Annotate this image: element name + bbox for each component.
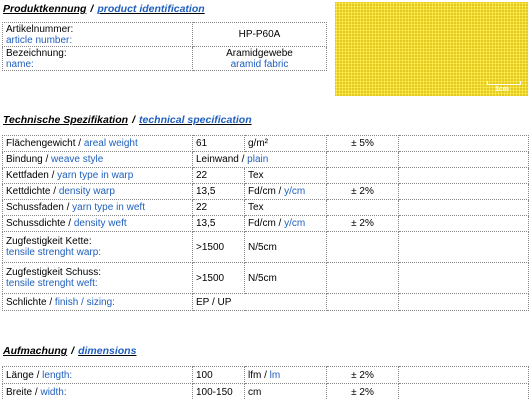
spec-unit-en: y/cm (284, 186, 306, 197)
spec-label (3, 216, 193, 232)
spec-unit (245, 136, 327, 152)
dimensions-heading-en: dimensions (78, 345, 137, 357)
spec-value (193, 152, 327, 168)
spec-value: 61 (193, 136, 245, 152)
fabric-sample-image (335, 2, 528, 96)
spec-label-en: weave style (51, 154, 104, 165)
spec-unit-de: N/5cm (248, 272, 277, 284)
heading-separator: / (132, 114, 135, 126)
spec-label-de: Zugfestigkeit Kette: (6, 236, 92, 247)
dimension-empty (399, 384, 529, 400)
spec-tolerance: ± 2% (327, 184, 399, 200)
spec-value: 13,5 (193, 216, 245, 232)
spec-label-en: tensile strenght weft: (6, 278, 98, 289)
spec-label-de: Flächengewicht / (6, 138, 82, 149)
name-value-cell (193, 47, 327, 71)
spec-tolerance (327, 200, 399, 216)
technical-heading (3, 114, 252, 126)
spec-empty (399, 136, 529, 152)
spec-label (3, 263, 193, 294)
spec-label-de: Kettfaden / (6, 170, 55, 181)
spec-unit-de: Tex (248, 170, 264, 181)
spec-row (3, 184, 529, 200)
spec-label (3, 200, 193, 216)
product-row (3, 23, 327, 47)
product-label-cell (3, 47, 193, 71)
spec-empty (399, 294, 529, 311)
scale-label: 1cm (495, 86, 510, 93)
spec-unit-en: y/cm (284, 218, 306, 229)
dimension-label-en: length: (42, 369, 73, 381)
spec-value: >1500 (193, 232, 245, 263)
spec-value: EP / UP (193, 294, 327, 311)
spec-row (3, 200, 529, 216)
spec-tolerance (327, 232, 399, 263)
dimension-label-de: Breite / (6, 386, 38, 398)
spec-row (3, 168, 529, 184)
dimension-unit-de: lfm / (248, 369, 267, 381)
dimension-unit (245, 384, 327, 400)
spec-tolerance: ± 2% (327, 216, 399, 232)
spec-empty (399, 216, 529, 232)
spec-empty (399, 184, 529, 200)
dimension-unit-en: lm (269, 369, 281, 381)
dimensions-table (2, 366, 529, 400)
spec-label-en: yarn type in warp (57, 170, 134, 181)
spec-row (3, 136, 529, 152)
spec-label-de: Schussdichte / (6, 218, 72, 229)
spec-label (3, 136, 193, 152)
product-heading (3, 3, 205, 15)
spec-tolerance (327, 294, 399, 311)
dimension-empty (399, 367, 529, 384)
spec-label (3, 168, 193, 184)
name-label-de: Bezeichnung: (6, 47, 67, 59)
spec-row (3, 263, 529, 294)
spec-unit (245, 168, 327, 184)
spec-unit-de: Fd/cm / (248, 218, 282, 229)
spec-value: 13,5 (193, 184, 245, 200)
spec-label-en: density warp (58, 186, 115, 197)
spec-label-de: Zugfestigkeit Schuss: (6, 267, 102, 278)
spec-label-en: finish / sizing: (54, 296, 115, 308)
spec-value: 22 (193, 168, 245, 184)
dimensions-heading-de: Aufmachung (3, 345, 68, 357)
spec-label-de: Bindung / (6, 154, 49, 165)
spec-label-de: Schussfaden / (6, 202, 70, 213)
dimension-tolerance: ± 2% (327, 367, 399, 384)
technical-table (2, 135, 529, 311)
dimension-tolerance: ± 2% (327, 384, 399, 400)
article-number-label-en: article number: (6, 34, 73, 46)
spec-unit (245, 263, 327, 294)
dimension-label (3, 384, 193, 400)
spec-label (3, 184, 193, 200)
spec-value: 22 (193, 200, 245, 216)
spec-unit (245, 216, 327, 232)
dimension-label-de: Länge / (6, 369, 40, 381)
name-label-en: name: (6, 58, 34, 70)
dimensions-heading (3, 345, 136, 357)
product-table (2, 22, 327, 71)
spec-label-de: Kettdichte / (6, 186, 57, 197)
spec-tolerance (327, 263, 399, 294)
spec-unit-de: Tex (248, 202, 264, 213)
spec-tolerance (327, 152, 399, 168)
scale-bar (487, 81, 521, 85)
dimension-unit-de: cm (248, 386, 262, 398)
article-number-label-de: Artikelnummer: (6, 23, 74, 35)
spec-label (3, 232, 193, 263)
technical-heading-en: technical specification (138, 114, 252, 126)
spec-empty (399, 152, 529, 168)
dimension-row (3, 384, 529, 400)
dimension-unit (245, 367, 327, 384)
spec-row (3, 152, 529, 168)
name-value-en: aramid fabric (230, 58, 289, 70)
heading-separator: / (71, 345, 75, 357)
spec-row (3, 232, 529, 263)
spec-row (3, 216, 529, 232)
product-label-cell (3, 23, 193, 47)
spec-value: >1500 (193, 263, 245, 294)
spec-empty (399, 200, 529, 216)
spec-unit-de: g/m² (248, 138, 268, 149)
spec-value-de: Leinwand / (196, 154, 245, 165)
dimension-value: 100 (193, 367, 245, 384)
spec-label (3, 294, 193, 311)
product-heading-de: Produktkennung (3, 3, 87, 15)
spec-label-en: tensile strenght warp: (6, 247, 102, 258)
dimension-label-en: width: (40, 386, 67, 398)
spec-label (3, 152, 193, 168)
spec-label-en: yarn type in weft (72, 202, 145, 213)
heading-separator: / (90, 3, 94, 15)
spec-label-de: Schlichte / (6, 296, 53, 308)
spec-unit (245, 184, 327, 200)
article-number-value: HP-P60A (193, 23, 327, 47)
product-heading-en: product identification (97, 3, 205, 15)
dimension-label (3, 367, 193, 384)
spec-tolerance: ± 5% (327, 136, 399, 152)
product-row (3, 47, 327, 71)
spec-unit (245, 200, 327, 216)
dimension-row (3, 367, 529, 384)
spec-unit (245, 232, 327, 263)
spec-unit-de: N/5cm (248, 241, 277, 253)
technical-heading-de: Technische Spezifikation (3, 114, 129, 126)
spec-tolerance (327, 168, 399, 184)
name-value-de: Aramidgewebe (226, 47, 293, 59)
spec-row (3, 294, 529, 311)
dimension-value: 100-150 (193, 384, 245, 400)
spec-label-en: areal weight (83, 138, 138, 149)
spec-empty (399, 263, 529, 294)
spec-label-en: density weft (73, 218, 127, 229)
spec-empty (399, 232, 529, 263)
spec-empty (399, 168, 529, 184)
spec-unit-de: Fd/cm / (248, 186, 282, 197)
spec-value-en: plain (247, 154, 269, 165)
